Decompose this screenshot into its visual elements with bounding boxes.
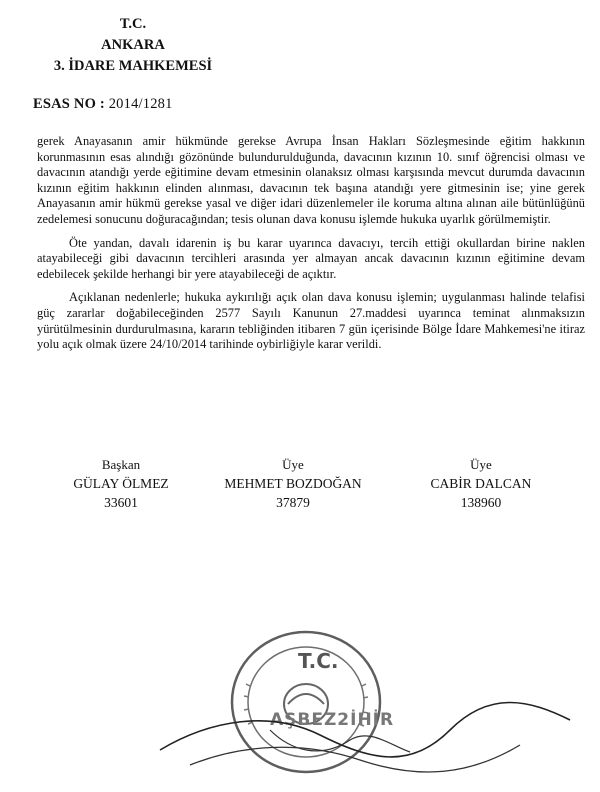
signature-title: Üye <box>282 457 304 472</box>
signature-number: 37879 <box>276 495 310 510</box>
case-number-value: 2014/1281 <box>108 96 173 112</box>
header-tc: T.C. <box>119 16 147 32</box>
signature-name: GÜLAY ÖLMEZ <box>73 476 169 491</box>
signature-scribble <box>150 690 580 785</box>
paragraph-1: gerek Anayasanın amir hükmünde gerekse Avrupa İnsan Hakları Sözleşmesinde eğitim hakkının korunmasının esas alındığı gözönünde bulundurulduğunda, davacının kızının 10. sınıf öğrencisi olması ve davacının atandığı yerde eğitimine devam etmesinin olanaksız olması karşısında mevcut durumda davacının kızının eğitim hakkının elinden alınması, davacının tek başına atandığı yere gitmesinin ise; yine gerek Anayasanın amir hükmü gerekse yasal ve diğer idari düzenlemeler ile koruma altına alınan aile bütünlüğünü zedelemesi sonucunu doğuracağından; tesis olunan dava konusu işlemde hukuka uyarlık görülmemiştir. <box>37 134 585 226</box>
header-court: 3. İDARE MAHKEMESİ <box>53 58 213 74</box>
header-city: ANKARA <box>101 37 165 53</box>
case-number-label: ESAS NO : <box>33 96 105 112</box>
paragraph-3: Açıklanan nedenlerle; hukuka aykırılığı açık olan dava konusu işlemin; uygulanması halinde telafisi güç zararlar doğabileceğinden 2577 Sayılı Kanunun 27.maddesi uyarınca teminat alınmaksızın yürütülmesinin durdurulmasına, kararın tebliğinden itibaren 7 gün içerisinde Bölge İdare Mahkemesi'ne itiraz yolu açık olmak üzere 24/10/2014 tarihinde oybirliğiyle karar verildi. <box>37 290 585 352</box>
signature-stroke-1 <box>160 703 570 757</box>
signature-title: Üye <box>470 457 492 472</box>
case-number <box>33 96 173 113</box>
signature-stroke-2 <box>190 745 520 772</box>
signature-name: CABİR DALCAN <box>430 476 532 491</box>
signature-number: 138960 <box>460 495 502 510</box>
paragraph-2: Öte yandan, davalı idarenin iş bu karar uyarınca davacıyı, tercih ettiği okullardan birine naklen atayabileceği gibi davacının tercihleri arasında yer almayan ancak davacının kızının eğitimine devam edebilecek şekilde herhangi bir yere atayabileceği de açıktır. <box>37 235 585 281</box>
signature-stroke-3 <box>270 730 410 752</box>
seal-tc-text: T.C. <box>298 649 339 673</box>
signature-number: 33601 <box>104 495 138 510</box>
decision-body <box>37 134 585 361</box>
signature-block-member-1 <box>208 455 378 512</box>
signature-block-president <box>36 455 206 512</box>
signature-name: MEHMET BOZDOĞAN <box>224 476 362 491</box>
signature-block-member-2 <box>396 455 566 512</box>
signature-title: Başkan <box>101 457 141 472</box>
court-header <box>28 14 238 77</box>
seal-overlay-text: AŞBEZ2İHİR <box>270 710 395 730</box>
